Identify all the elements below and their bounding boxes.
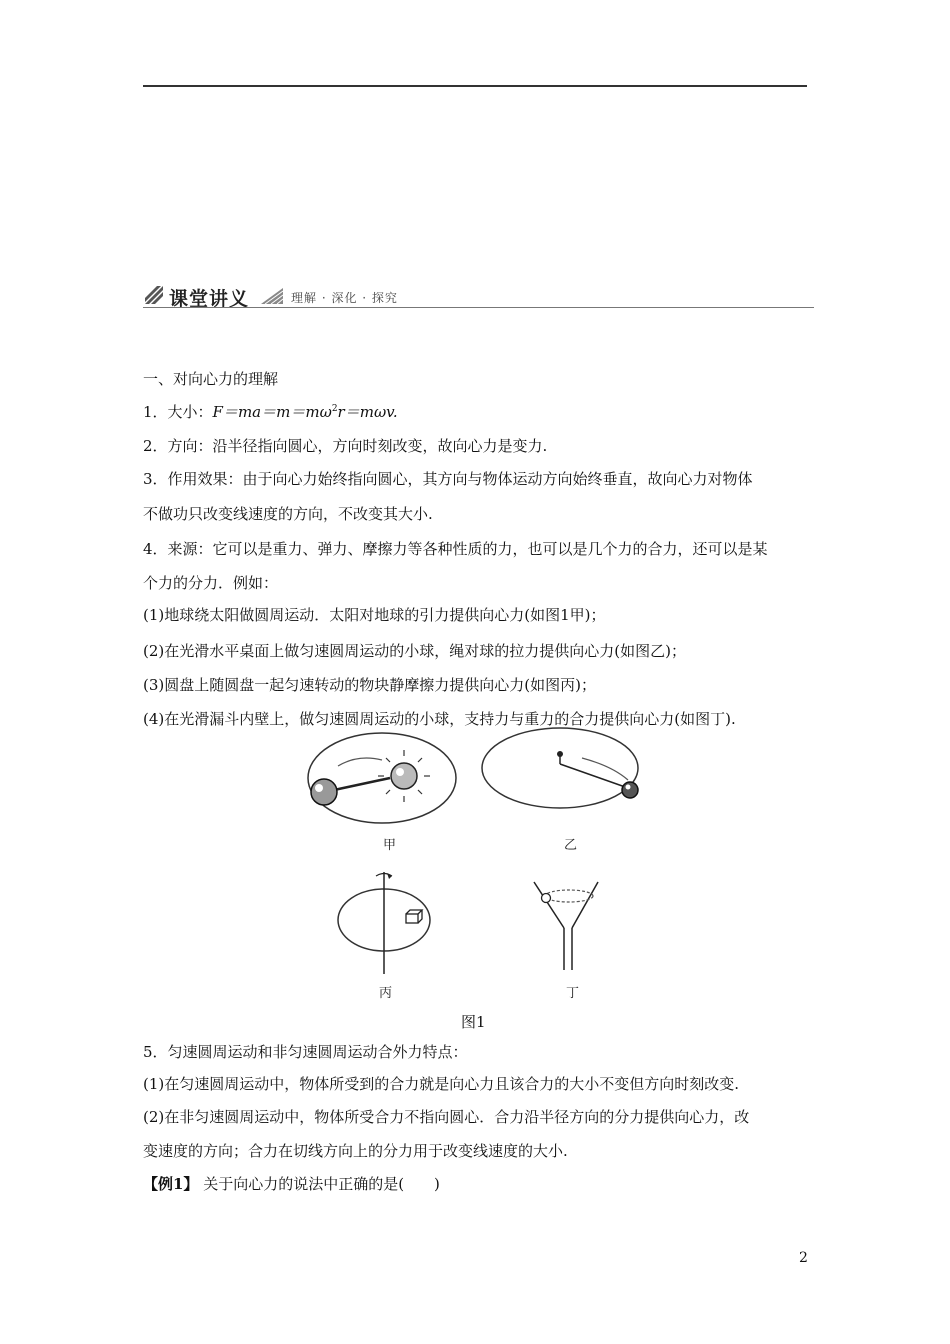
item-4-line-2: 个力的分力．例如：: [143, 574, 279, 592]
figure-label-a: 甲: [383, 838, 397, 853]
wedge-icon: [261, 288, 283, 304]
figure-funnel: [532, 878, 606, 972]
section-heading: 一、对向心力的理解: [143, 370, 279, 388]
item-5-heading: 5．匀速圆周运动和非匀速圆周运动合外力特点：: [143, 1043, 468, 1061]
item-1-exponent: 2: [331, 404, 338, 414]
example-question: 关于向心力的说法中正确的是( ): [198, 1175, 440, 1193]
figure-rotating-disk: [332, 870, 432, 974]
earth-icon: [311, 779, 337, 805]
block-icon: [406, 910, 422, 923]
item-5-sub-2-line-2: 变速度的方向；合力在切线方向上的分力用于改变线速度的大小.: [143, 1142, 568, 1160]
item-4-line-1: 4．来源：它可以是重力、弹力、摩擦力等各种性质的力，也可以是几个力的合力，还可以是某: [143, 540, 768, 558]
item-1: [143, 405, 398, 420]
item-1-formula: F＝ma＝m＝mω: [212, 403, 332, 421]
stripes-icon: [145, 286, 163, 304]
item-4-sub-4: (4)在光滑漏斗内壁上，做匀速圆周运动的小球，支持力与重力的合力提供向心力(如图丁).: [143, 710, 736, 728]
banner-subtitle: 理解 · 深化 · 探究: [291, 291, 398, 305]
figure-caption: 图1: [461, 1013, 486, 1031]
figure-label-d: 丁: [566, 986, 580, 1001]
figure-table-ball: [478, 724, 644, 814]
page-number: 2: [799, 1250, 808, 1266]
section-banner: [143, 284, 814, 308]
figure-sun-earth: [298, 726, 458, 824]
ball-icon: [542, 894, 551, 903]
banner-title: 课堂讲义: [169, 288, 250, 310]
item-3-line-1: 3．作用效果：由于向心力始终指向圆心，其方向与物体运动方向始终垂直，故向心力对物体: [143, 470, 753, 488]
item-1-formula-tail: r＝mωv.: [337, 403, 398, 421]
banner-rule: [143, 307, 814, 308]
example-1: [143, 1177, 440, 1192]
item-4-sub-2: (2)在光滑水平桌面上做匀速圆周运动的小球，绳对球的拉力提供向心力(如图乙)；: [143, 642, 686, 660]
item-5-sub-2-line-1: (2)在非匀速圆周运动中，物体所受合力不指向圆心．合力沿半径方向的分力提供向心力，改: [143, 1108, 750, 1126]
figure-label-b: 乙: [564, 838, 578, 853]
item-2: 2．方向：沿半径指向圆心，方向时刻改变，故向心力是变力.: [143, 437, 548, 455]
item-4-sub-1: (1)地球绕太阳做圆周运动．太阳对地球的引力提供向心力(如图1甲)；: [143, 606, 606, 624]
sun-icon: [378, 750, 430, 802]
ball-icon: [622, 782, 638, 798]
figure-label-c: 丙: [379, 986, 393, 1001]
example-tag: 【例1】: [143, 1175, 199, 1193]
item-3-line-2: 不做功只改变线速度的方向，不改变其大小.: [143, 505, 433, 523]
item-1-prefix: 1．大小：: [143, 403, 213, 421]
item-4-sub-3: (3)圆盘上随圆盘一起匀速转动的物块静摩擦力提供向心力(如图丙)；: [143, 676, 596, 694]
item-5-sub-1: (1)在匀速圆周运动中，物体所受到的合力就是向心力且该合力的大小不变但方向时刻改变.: [143, 1075, 740, 1093]
header-rule: [143, 85, 807, 87]
